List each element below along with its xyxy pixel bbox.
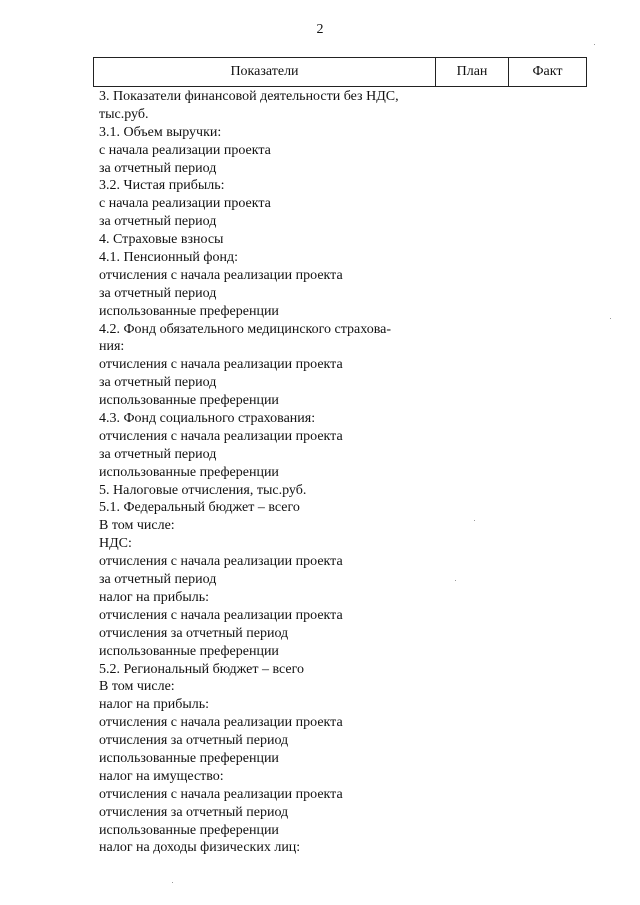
- indicator-row: 3. Показатели финансовой деятельности без НДС,: [99, 89, 399, 104]
- indicator-row: использованные преференции: [99, 822, 279, 838]
- header-indicators: Показатели: [94, 58, 436, 86]
- indicator-row: отчисления с начала реализации проекта: [99, 554, 343, 570]
- scan-speck: [455, 580, 456, 581]
- header-fact: Факт: [532, 64, 563, 79]
- indicator-row: с начала реализации проекта: [99, 142, 271, 158]
- indicator-row: налог на имущество:: [99, 768, 224, 784]
- indicator-row: 5.1. Федеральный бюджет – всего: [99, 500, 300, 516]
- indicator-row: 4. Страховые взносы: [99, 232, 224, 248]
- indicator-row: за отчетный период: [99, 572, 217, 588]
- indicator-row: за отчетный период: [99, 285, 217, 301]
- indicator-row: НДС:: [99, 536, 132, 552]
- indicator-row: налог на прибыль:: [99, 697, 210, 713]
- indicator-row: с начала реализации проекта: [99, 196, 271, 212]
- indicator-row: В том числе:: [99, 679, 175, 695]
- indicator-list: [99, 88, 439, 857]
- indicator-row: налог на доходы физических лиц:: [99, 840, 301, 856]
- indicator-row: налог на прибыль:: [99, 589, 210, 605]
- indicator-row: отчисления за отчетный период: [99, 733, 289, 749]
- indicator-row: отчисления за отчетный период: [99, 625, 289, 641]
- indicator-row: отчисления за отчетный период: [99, 804, 289, 820]
- scan-speck: [474, 520, 475, 521]
- indicator-row: отчисления с начала реализации проекта: [99, 786, 343, 802]
- indicator-row: использованные преференции: [99, 464, 279, 480]
- indicator-row: 3.1. Объем выручки:: [99, 124, 222, 140]
- header-plan: План: [436, 58, 509, 86]
- indicator-row: использованные преференции: [99, 393, 279, 409]
- scan-speck: [610, 318, 611, 319]
- indicator-row: ния:: [99, 339, 125, 355]
- indicator-row: 3.2. Чистая прибыль:: [99, 178, 225, 194]
- indicator-row: 4.2. Фонд обязательного медицинского страхова-: [99, 321, 392, 337]
- indicator-row: отчисления с начала реализации проекта: [99, 267, 343, 283]
- indicator-row: отчисления с начала реализации проекта: [99, 715, 343, 731]
- indicator-row: 5. Налоговые отчисления, тыс.руб.: [99, 482, 307, 498]
- indicator-row: 5.2. Региональный бюджет – всего: [99, 661, 304, 677]
- indicator-row: за отчетный период: [99, 375, 217, 391]
- scan-speck: [594, 44, 595, 45]
- indicator-row: В том числе:: [99, 518, 175, 534]
- table-header: [93, 57, 587, 87]
- indicator-row: 4.3. Фонд социального страхования:: [99, 411, 316, 427]
- indicator-row: за отчетный период: [99, 446, 217, 462]
- indicator-row: за отчетный период: [99, 214, 217, 230]
- indicator-row: использованные преференции: [99, 303, 279, 319]
- indicator-row: отчисления с начала реализации проекта: [99, 607, 343, 623]
- indicator-row: тыс.руб.: [99, 106, 149, 122]
- indicator-row: за отчетный период: [99, 160, 217, 176]
- page-number: 2: [316, 22, 324, 37]
- indicator-row: использованные преференции: [99, 643, 279, 659]
- indicator-row: отчисления с начала реализации проекта: [99, 357, 343, 373]
- scan-speck: [172, 882, 173, 883]
- indicator-row: использованные преференции: [99, 750, 279, 766]
- indicator-row: 4.1. Пенсионный фонд:: [99, 250, 238, 266]
- indicator-row: отчисления с начала реализации проекта: [99, 428, 343, 444]
